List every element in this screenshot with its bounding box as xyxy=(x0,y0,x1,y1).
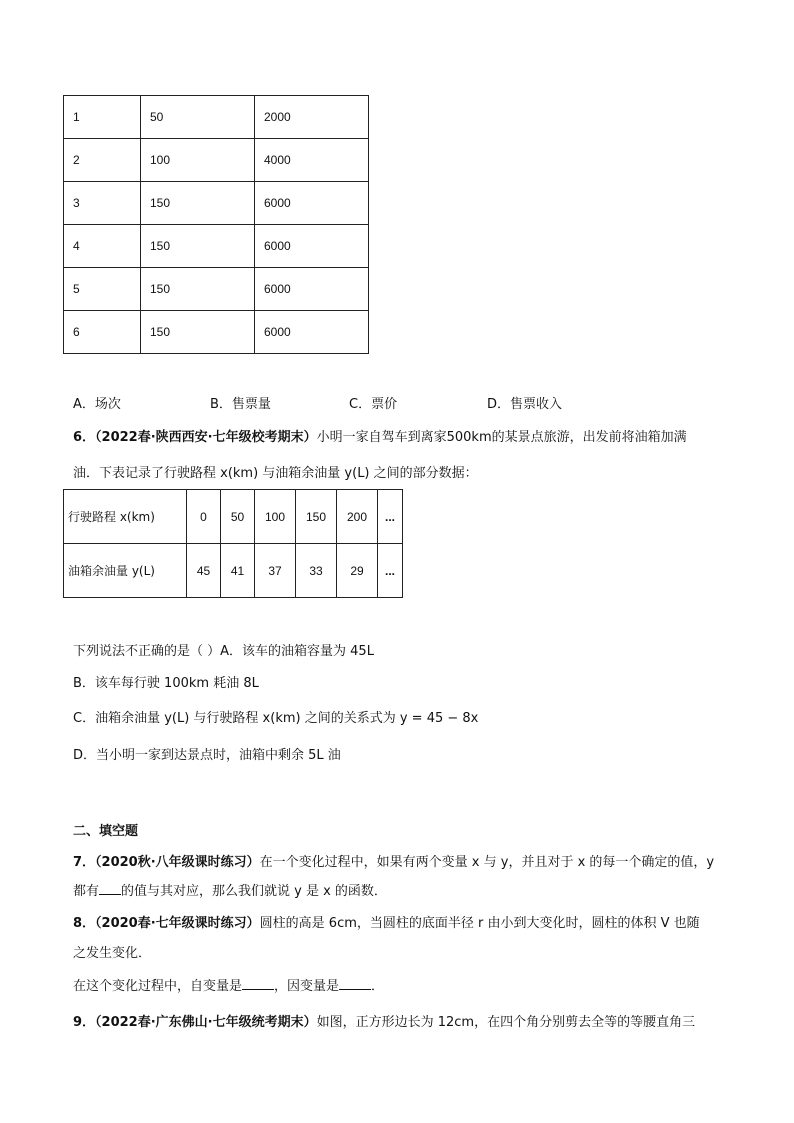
table-cell-ellipsis: ... xyxy=(378,490,403,544)
table-cell: 2 xyxy=(64,139,141,182)
q5-option-a: A．场次 xyxy=(73,397,121,412)
table-cell: 6000 xyxy=(255,268,369,311)
table-cell: 50 xyxy=(141,96,255,139)
table-cell: 4 xyxy=(64,225,141,268)
table-cell: 100 xyxy=(141,139,255,182)
table-row xyxy=(64,139,369,182)
q8-text3c: ． xyxy=(371,979,385,994)
q8-number: 8． xyxy=(73,916,96,931)
table-cell: 150 xyxy=(296,490,337,544)
q8-text1: 圆柱的高是 6cm，当圆柱的底面半径 r 由小到大变化时，圆柱的体积 V 也随 xyxy=(259,916,700,931)
table-cell: 45 xyxy=(187,544,221,598)
table-cell: 50 xyxy=(221,490,255,544)
table-cell: 150 xyxy=(141,311,255,354)
table-cell: 37 xyxy=(255,544,296,598)
table-cell: 1 xyxy=(64,96,141,139)
table-cell: 0 xyxy=(187,490,221,544)
table-cell: 3 xyxy=(64,182,141,225)
q6-option-a: 下列说法不正确的是（ ）A．该车的油箱容量为 45L xyxy=(73,644,374,659)
data-table-1 xyxy=(63,95,369,354)
q9-number: 9． xyxy=(73,1015,96,1030)
q6-stem-text1: 小明一家自驾车到离家500km的某景点旅游，出发前将油箱加满 xyxy=(316,430,687,445)
q8-line3 xyxy=(73,975,384,994)
answer-blank[interactable] xyxy=(242,977,274,990)
table-cell: 2000 xyxy=(255,96,369,139)
table-row xyxy=(64,225,369,268)
fuel-table-row-distance xyxy=(64,490,403,544)
q7-source: （2020秋·八年级课时练习） xyxy=(95,855,260,870)
q9-line1 xyxy=(73,1011,695,1030)
table-cell: 6000 xyxy=(255,311,369,354)
table-cell: 150 xyxy=(141,182,255,225)
q8-text3b: ，因变量是 xyxy=(274,979,340,994)
data-table-1-body xyxy=(64,96,369,354)
table-row xyxy=(64,96,369,139)
fuel-table-header-fuel: 油箱余油量 y(L) xyxy=(64,544,187,598)
table-row xyxy=(64,182,369,225)
table-cell-ellipsis: ... xyxy=(378,544,403,598)
q5-option-c: C．票价 xyxy=(349,397,398,412)
table-cell: 150 xyxy=(141,225,255,268)
q7-text2b: 的值与其对应，那么我们就说 y 是 x 的函数． xyxy=(121,884,387,899)
q6-number: 6． xyxy=(73,430,96,445)
q5-option-d: D．售票收入 xyxy=(487,397,563,412)
answer-blank[interactable] xyxy=(339,977,371,990)
q5-option-b: B．售票量 xyxy=(210,397,271,412)
q6-option-b: B．该车每行驶 100km 耗油 8L xyxy=(73,676,259,691)
q7-number: 7． xyxy=(73,855,96,870)
q8-text3a: 在这个变化过程中，自变量是 xyxy=(73,979,243,994)
section-title: 二、填空题 xyxy=(73,824,139,839)
table-cell: 100 xyxy=(255,490,296,544)
table-row xyxy=(64,311,369,354)
fuel-table xyxy=(63,489,403,598)
table-cell: 6 xyxy=(64,311,141,354)
q9-text1: 如图，正方形边长为 12cm，在四个角分别剪去全等的等腰直角三 xyxy=(316,1015,696,1030)
q9-source: （2022春·广东佛山·七年级统考期末） xyxy=(95,1015,317,1030)
table-cell: 33 xyxy=(296,544,337,598)
q8-line1 xyxy=(73,912,700,931)
q8-line2: 之发生变化． xyxy=(73,946,152,961)
q7-text1: 在一个变化过程中，如果有两个变量 x 与 y，并且对于 x 的每一个确定的值，y xyxy=(259,855,715,870)
table-row xyxy=(64,268,369,311)
q6-option-d: D．当小明一家到达景点时，油箱中剩余 5L 油 xyxy=(73,748,341,763)
q6-stem-line1 xyxy=(73,426,687,445)
fuel-table-row-fuel xyxy=(64,544,403,598)
table-cell: 5 xyxy=(64,268,141,311)
q7-line1 xyxy=(73,851,714,870)
q6-source: （2022春·陕西西安·七年级校考期末） xyxy=(95,430,317,445)
table-cell: 150 xyxy=(141,268,255,311)
fuel-table-header-distance: 行驶路程 x(km) xyxy=(64,490,187,544)
table-cell: 6000 xyxy=(255,182,369,225)
q7-line2 xyxy=(73,880,387,899)
q6-stem-line2: 油．下表记录了行驶路程 x(km) 与油箱余油量 y(L) 之间的部分数据： xyxy=(73,466,478,481)
q6-option-c: C．油箱余油量 y(L) 与行驶路程 x(km) 之间的关系式为 y = 45 − 8x xyxy=(73,711,479,726)
table-cell: 41 xyxy=(221,544,255,598)
q7-text2a: 都有 xyxy=(73,884,100,899)
table-cell: 29 xyxy=(337,544,378,598)
table-cell: 200 xyxy=(337,490,378,544)
table-cell: 6000 xyxy=(255,225,369,268)
table-cell: 4000 xyxy=(255,139,369,182)
answer-blank[interactable] xyxy=(99,882,121,895)
q8-source: （2020春·七年级课时练习） xyxy=(95,916,260,931)
